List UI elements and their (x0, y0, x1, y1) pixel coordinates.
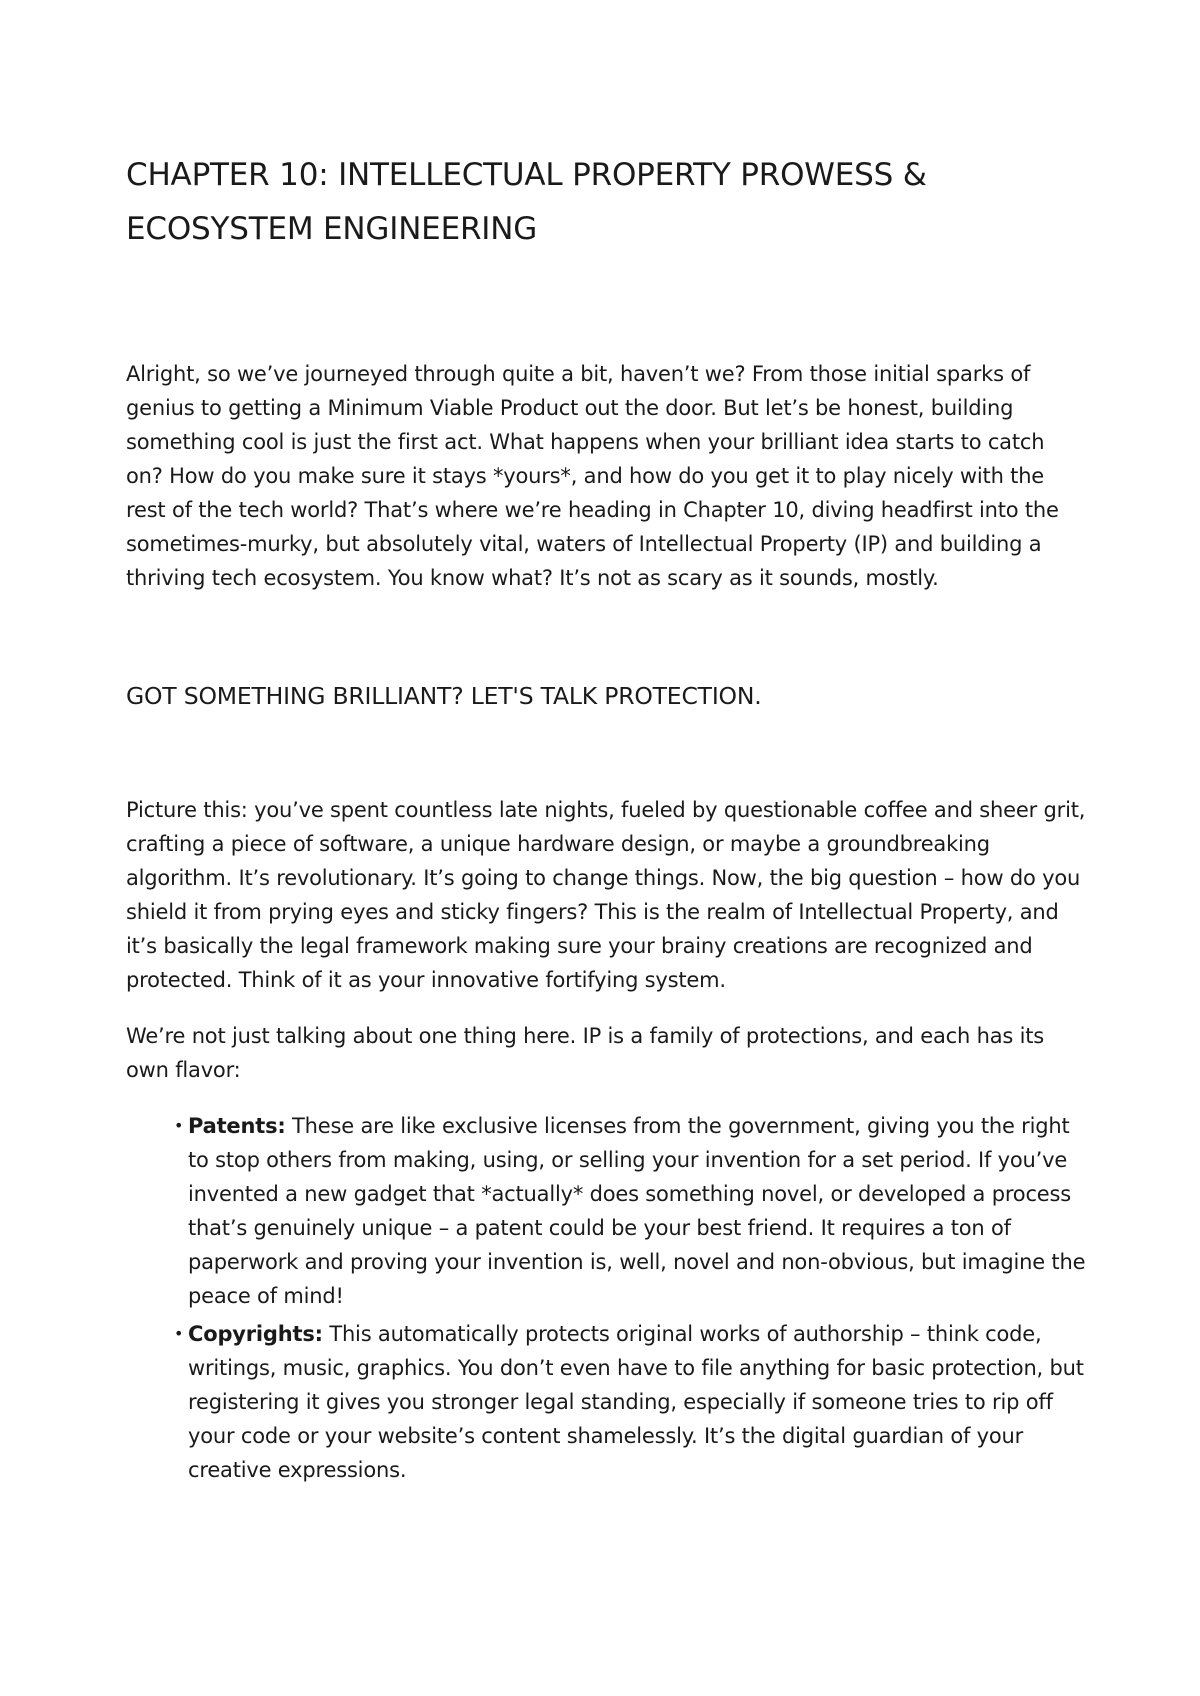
list-item-term: Copyrights: (188, 1322, 323, 1346)
list-item-text: This automatically protects original works of authorship – think code, writings, music, graphics. You don’t even have to file anything for basic protection, but registering it gives you stronger legal standing, especially if someone tries to rip off your code or your website’s content shamelessly. It’s the digital guardian of your creative expressions. (188, 1322, 1084, 1482)
document-page (126, 148, 1086, 1491)
chapter-title: CHAPTER 10: INTELLECTUAL PROPERTY PROWESS & ECOSYSTEM ENGINEERING (126, 157, 927, 247)
list-item-term: Patents: (188, 1114, 286, 1138)
section-heading: GOT SOMETHING BRILLIANT? LET'S TALK PROTECTION. (126, 682, 762, 710)
list-item (174, 1317, 1086, 1487)
body-paragraph: We’re not just talking about one thing here. IP is a family of protections, and each has its own flavor: (126, 1024, 1044, 1082)
list-item-text: These are like exclusive licenses from the government, giving you the right to stop others from making, using, or selling your invention for a set period. If you’ve invented a new gadget that *actually* does something novel, or developed a process that’s genuinely unique – a patent could be your best friend. It requires a ton of paperwork and proving your invention is, well, novel and non-obvious, but imagine the peace of mind! (188, 1114, 1086, 1308)
list-item (174, 1109, 1086, 1313)
bullet-icon: • (174, 1116, 184, 1135)
bullet-icon: • (174, 1324, 184, 1343)
body-paragraph: Picture this: you’ve spent countless late nights, fueled by questionable coffee and sheer grit, crafting a piece of software, a unique hardware design, or maybe a groundbreaking algorithm. It’s revolutionary. It’s going to change things. Now, the big question – how do you shield it from prying eyes and sticky fingers? This is the realm of Intellectual Property, and it’s basically the legal framework making sure your brainy creations are recognized and protected. Think of it as your innovative fortifying system. (126, 798, 1086, 992)
ip-types-list (126, 1109, 1086, 1487)
intro-paragraph: Alright, so we’ve journeyed through quite a bit, haven’t we? From those initial sparks of genius to getting a Minimum Viable Product out the door. But let’s be honest, building something cool is just the first act. What happens when your brilliant idea starts to catch on? How do you make sure it stays *yours*, and how do you get it to play nicely with the rest of the tech world? That’s where we’re heading in Chapter 10, diving headfirst into the sometimes-murky, but absolutely vital, waters of Intellectual Property (IP) and building a thriving tech ecosystem. You know what? It’s not as scary as it sounds, mostly. (126, 362, 1059, 590)
